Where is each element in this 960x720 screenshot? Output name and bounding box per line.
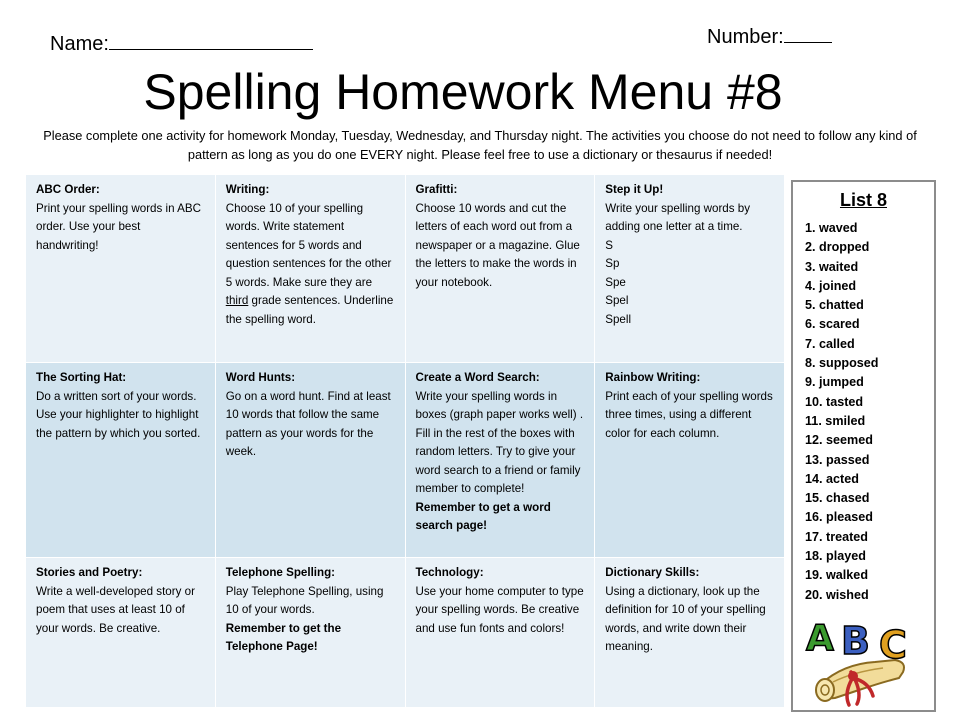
activity-title: Word Hunts: xyxy=(225,371,296,384)
number-blank-line xyxy=(784,26,832,43)
spelling-word: 19. walked xyxy=(805,568,869,583)
spelling-word: 12. seemed xyxy=(805,433,873,448)
activity-body: Use your home computer to type your spelling words. Be creative and use fun fonts and colors! xyxy=(415,584,584,635)
spelling-word: 17. treated xyxy=(805,529,868,544)
spelling-word-list xyxy=(805,219,934,605)
activity-title: Writing: xyxy=(225,183,270,196)
letter-c-icon: C xyxy=(879,623,907,667)
activity-word-hunts xyxy=(215,363,405,558)
activity-stories-poetry xyxy=(26,558,216,708)
step-line: Sp xyxy=(605,257,620,270)
underlined-word: third xyxy=(225,294,249,307)
activity-telephone-spelling xyxy=(215,558,405,708)
step-line: Spell xyxy=(605,312,632,326)
spelling-word: 3. waited xyxy=(805,259,859,274)
activity-note: Remember to get the Telephone Page! xyxy=(225,621,342,653)
activity-body: Print your spelling words in ABC order. Use your best handwriting! xyxy=(36,201,201,252)
activity-rainbow-writing xyxy=(595,363,785,558)
step-line: Spe xyxy=(605,275,626,289)
activity-title: Step it Up! xyxy=(605,183,664,196)
menu-row xyxy=(26,363,785,558)
homework-menu-grid xyxy=(25,174,785,708)
activity-grafitti xyxy=(405,175,595,363)
number-field xyxy=(707,26,832,49)
activity-body: Using a dictionary, look up the definition for 10 of your spelling words, and write down their meaning. xyxy=(605,584,766,653)
menu-row xyxy=(26,558,785,708)
name-label: Name: xyxy=(50,33,109,55)
spelling-word: 5. chatted xyxy=(805,298,864,313)
activity-body: Go on a word hunt. Find at least 10 words that follow the same pattern as your words for the week. xyxy=(225,389,391,458)
activity-sorting-hat xyxy=(26,363,216,558)
spelling-list-panel xyxy=(791,180,936,712)
spelling-word: 11. smiled xyxy=(805,413,866,428)
activity-body: Choose 10 words and cut the letters of each word out from a newspaper or a magazine. Glue the letters to make the words in your notebook. xyxy=(415,201,580,289)
menu-row xyxy=(26,175,785,363)
activity-body: Write your spelling words by adding one letter at a time. xyxy=(605,201,751,233)
spelling-word: 13. passed xyxy=(805,452,870,467)
spelling-word: 16. pleased xyxy=(805,510,873,525)
activity-body: Write your spelling words in boxes (graph paper works well) . Fill in the rest of the boxes with random letters. Try to give your word search to a friend or family member to complete! xyxy=(415,389,584,495)
page-title: Spelling Homework Menu #8 xyxy=(143,64,783,120)
activity-body: Print each of your spelling words three times, using a different color for each column. xyxy=(605,389,773,440)
activity-title: Technology: xyxy=(415,566,484,579)
activity-title: Create a Word Search: xyxy=(415,371,540,384)
activity-title: Telephone Spelling: xyxy=(225,566,336,579)
activity-body: Choose 10 of your spelling words. Write statement sentences for 5 words and question sentences for the other 5 words. Make sure they are xyxy=(225,201,392,289)
number-label: Number: xyxy=(707,26,784,48)
instructions: Please complete one activity for homework Monday, Tuesday, Wednesday, and Thursday night. The activities you choose do not need to follow any kind of pattern as long as you do one EVERY night. Please feel free to use a dictionary or thesaurus if needed! xyxy=(43,128,917,162)
activity-abc-order xyxy=(26,175,216,363)
spelling-list-title: List 8 xyxy=(839,190,887,210)
activity-title: Rainbow Writing: xyxy=(605,371,701,384)
spelling-word: 2. dropped xyxy=(805,240,870,255)
name-blank-line xyxy=(109,33,313,50)
activity-body: Play Telephone Spelling, using 10 of your words. xyxy=(225,584,384,616)
letter-b-icon: B xyxy=(841,619,870,663)
step-line: Spel xyxy=(605,294,629,307)
activity-title: The Sorting Hat: xyxy=(36,371,127,384)
spelling-word: 10. tasted xyxy=(805,394,864,409)
spelling-word: 18. played xyxy=(805,549,866,564)
name-field xyxy=(50,33,313,56)
spelling-word: 4. joined xyxy=(805,278,857,293)
step-line: S xyxy=(605,238,613,252)
spelling-word: 14. acted xyxy=(805,471,859,486)
activity-body: Do a written sort of your words. Use your highlighter to highlight the pattern by which you sorted. xyxy=(36,389,201,440)
activity-body-end: grade sentences. Underline the spelling word. xyxy=(225,294,394,326)
activity-title: ABC Order: xyxy=(36,183,100,196)
spelling-word: 6. scared xyxy=(805,317,860,332)
activity-title: Grafitti: xyxy=(415,183,458,196)
letter-a-icon: A xyxy=(806,618,834,659)
activity-word-search xyxy=(405,363,595,558)
activity-body: Write a well-developed story or poem that uses at least 10 of your words. Be creative. xyxy=(36,584,195,635)
spelling-word: 8. supposed xyxy=(805,356,879,371)
activity-technology xyxy=(405,558,595,708)
spelling-word: 20. wished xyxy=(805,587,869,602)
spelling-word: 15. chased xyxy=(805,491,870,506)
activity-writing xyxy=(215,175,405,363)
abc-diploma-clipart xyxy=(803,612,923,707)
activity-title: Stories and Poetry: xyxy=(36,566,143,579)
spelling-word: 9. jumped xyxy=(805,375,864,390)
activity-title: Dictionary Skills: xyxy=(605,566,700,579)
activity-note: Remember to get a word search page! xyxy=(415,500,551,532)
activity-step-it-up xyxy=(595,175,785,363)
activity-dictionary-skills xyxy=(595,558,785,708)
spelling-word: 7. called xyxy=(805,336,855,351)
spelling-word: 1. waved xyxy=(805,221,858,235)
